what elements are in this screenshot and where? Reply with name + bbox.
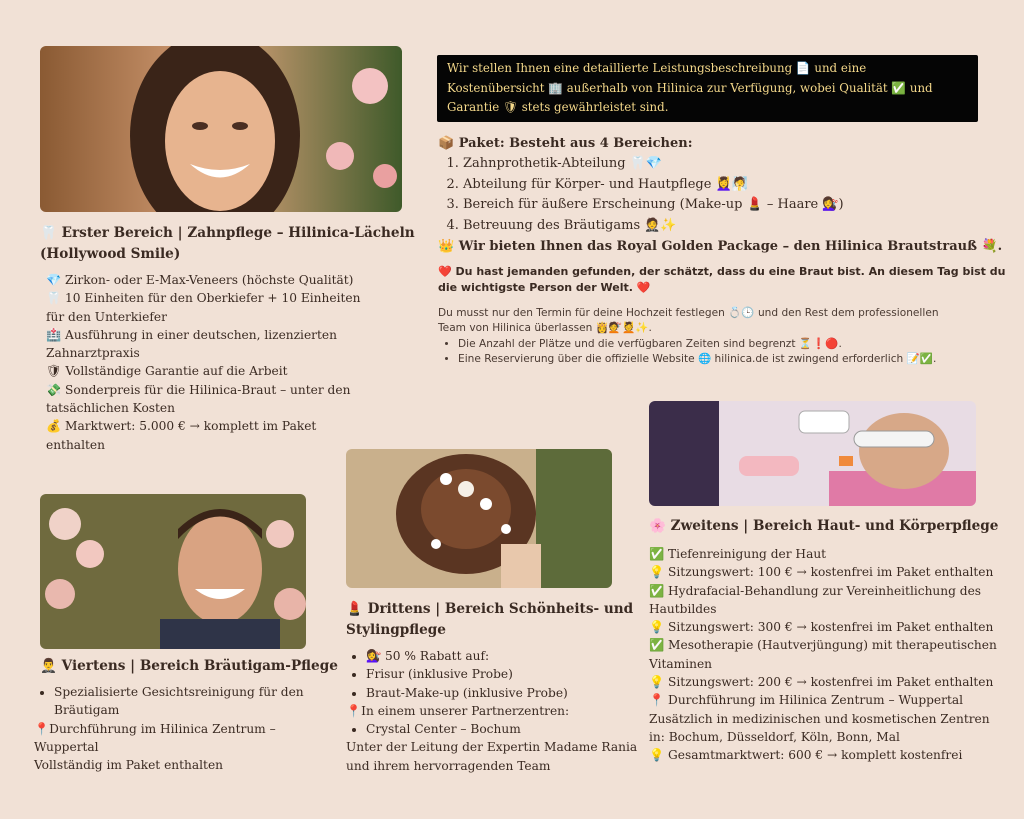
- package-section: [438, 133, 1002, 257]
- skin-line: 📍 Durchführung im Hilinica Zentrum – Wuppertal: [649, 693, 964, 708]
- section-dental-title: 🦷 Erster Bereich | Zahnpflege – Hilinica-Lächeln: [40, 225, 415, 241]
- appointment-bullet: • Die Anzahl der Plätze und die verfügbaren Zeiten sind begrenzt ⏳❗🔴.: [458, 337, 939, 352]
- skin-line: 💡 Sitzungswert: 100 € → kostenfrei im Paket enthalten: [649, 565, 994, 580]
- dental-line: 💰 Marktwert: 5.000 € → komplett im Paket: [46, 419, 317, 434]
- section-dental: [40, 223, 415, 454]
- section-skin-title: 🌸 Zweitens | Bereich Haut- und Körperpflege: [649, 518, 999, 534]
- groom-bullet: • Spezialisierte Gesichtsreinigung für den: [54, 683, 338, 701]
- bride-line: die wichtigste Person der Welt. ❤️: [438, 281, 651, 294]
- dental-line: enthalten: [46, 437, 105, 452]
- appointment-line: Du musst nur den Termin für deine Hochzeit festlegen 💍🕒 und den Rest dem professionellen: [438, 307, 939, 319]
- package-item: 2. Abteilung für Körper- und Hautpflege 💆‍♀️🧖: [463, 175, 1002, 196]
- dental-line: 🛡 Vollständige Garantie auf die Arbeit: [46, 364, 288, 379]
- banner-line: Garantie 🛡 stets gewährleistet sind.: [447, 100, 669, 114]
- dental-line: tatsächlichen Kosten: [46, 401, 175, 416]
- skin-line: Hautbildes: [649, 601, 717, 616]
- styling-lead: Unter der Leitung der Expertin Madame Rania: [346, 740, 638, 755]
- bride-message: [438, 264, 1005, 296]
- skin-line: in: Bochum, Düsseldorf, Köln, Bonn, Mal: [649, 729, 900, 744]
- groom-smile-photo: [40, 494, 306, 649]
- appointment-line: Team von Hilinica überlassen 👸💇💆✨.: [438, 322, 652, 335]
- skin-line: Vitaminen: [649, 656, 713, 671]
- intro-banner: [437, 55, 978, 122]
- skin-line: 💡 Sitzungswert: 300 € → kostenfrei im Paket enthalten: [649, 620, 994, 635]
- skin-line: 💡 Gesamtmarktwert: 600 € → komplett kostenfrei: [649, 748, 963, 763]
- dental-line: 💎 Zirkon- oder E-Max-Veneers (höchste Qualität): [46, 273, 354, 287]
- package-item: 4. Betreuung des Bräutigams 🤵✨: [463, 216, 1002, 237]
- dental-line: 🦷 10 Einheiten für den Oberkiefer + 10 Einheiten: [46, 291, 361, 306]
- section-groom-title: 🤵‍♂️ Viertens | Bereich Bräutigam-Pflege: [40, 658, 338, 674]
- section-dental-title-cont: (Hollywood Smile): [40, 246, 181, 262]
- section-styling-title: 💄 Drittens | Bereich Schönheits- und: [346, 601, 634, 617]
- styling-bullet: • Braut-Make-up (inklusive Probe): [366, 684, 637, 702]
- appointment-bullet: • Eine Reservierung über die offizielle Website 🌐 hilinica.de ist zwingend erforderlich 📝✅.: [458, 352, 939, 367]
- skin-line: ✅ Hydrafacial-Behandlung zur Vereinheitlichung des: [649, 583, 982, 598]
- groom-list: [34, 683, 338, 701]
- partner-item: • Crystal Center – Bochum: [366, 720, 637, 738]
- package-item: 1. Zahnprothetik-Abteilung 🦷💎: [463, 154, 1002, 175]
- styling-bullet: • Frisur (inklusive Probe): [366, 665, 637, 683]
- dental-line: 💸 Sonderpreis für die Hilinica-Braut – unter den: [46, 382, 351, 397]
- groom-line: Vollständig im Paket enthalten: [34, 758, 224, 773]
- skin-line: ✅ Tiefenreinigung der Haut: [649, 547, 827, 561]
- section-dental-list: [40, 271, 415, 454]
- skin-line: ✅ Mesotherapie (Hautverjüngung) mit therapeutischen: [649, 638, 997, 653]
- section-styling: [346, 599, 637, 775]
- bride-line: ❤️ Du hast jemanden gefunden, der schätzt, dass du eine Braut bist. An diesem Tag bist du: [438, 265, 1006, 278]
- groom-line: Wuppertal: [34, 739, 99, 754]
- styling-lead: und ihrem hervorragenden Team: [346, 758, 551, 773]
- section-groom: [34, 656, 338, 774]
- banner-line: Wir stellen Ihnen eine detaillierte Leistungsbeschreibung 📄 und eine: [447, 61, 867, 75]
- groom-line: 📍Durchführung im Hilinica Zentrum –: [34, 721, 276, 736]
- section-skin: [649, 516, 998, 765]
- styling-bullet: • 💇‍♀️ 50 % Rabatt auf:: [366, 647, 637, 665]
- royal-package-note: 👑 Wir bieten Ihnen das Royal Golden Package – den Hilinica Brautstrauß 💐.: [438, 239, 1003, 255]
- section-styling-title-cont: Stylingpflege: [346, 622, 446, 638]
- skin-line: Zusätzlich in medizinischen und kosmetischen Zentren: [649, 711, 990, 726]
- dental-line: für den Unterkiefer: [46, 309, 167, 324]
- package-item: 3. Bereich für äußere Erscheinung (Make-up 💄 – Haare 💇‍♀️): [463, 195, 1002, 216]
- laser-treatment-photo: [649, 401, 976, 506]
- styling-list: [346, 647, 637, 702]
- dental-line: 🏥 Ausführung in einer deutschen, lizenzierten: [46, 327, 337, 342]
- appointment-list: [438, 337, 939, 368]
- partner-list: [346, 720, 637, 738]
- groom-bullet-cont: Bräutigam: [54, 703, 120, 718]
- bride-smile-photo: [40, 46, 402, 212]
- bridal-hair-photo: [346, 449, 612, 588]
- appointment-info: [438, 306, 939, 367]
- package-list: [438, 154, 1002, 236]
- banner-line: Kostenübersicht 🏢 außerhalb von Hilinica zur Verfügung, wobei Qualität ✅ und: [447, 80, 933, 95]
- skin-line: 💡 Sitzungswert: 200 € → kostenfrei im Paket enthalten: [649, 675, 994, 690]
- dental-line: Zahnarztpraxis: [46, 346, 140, 361]
- partner-heading: 📍In einem unserer Partnerzentren:: [346, 703, 570, 718]
- package-title: 📦 Paket: Besteht aus 4 Bereichen:: [438, 136, 693, 151]
